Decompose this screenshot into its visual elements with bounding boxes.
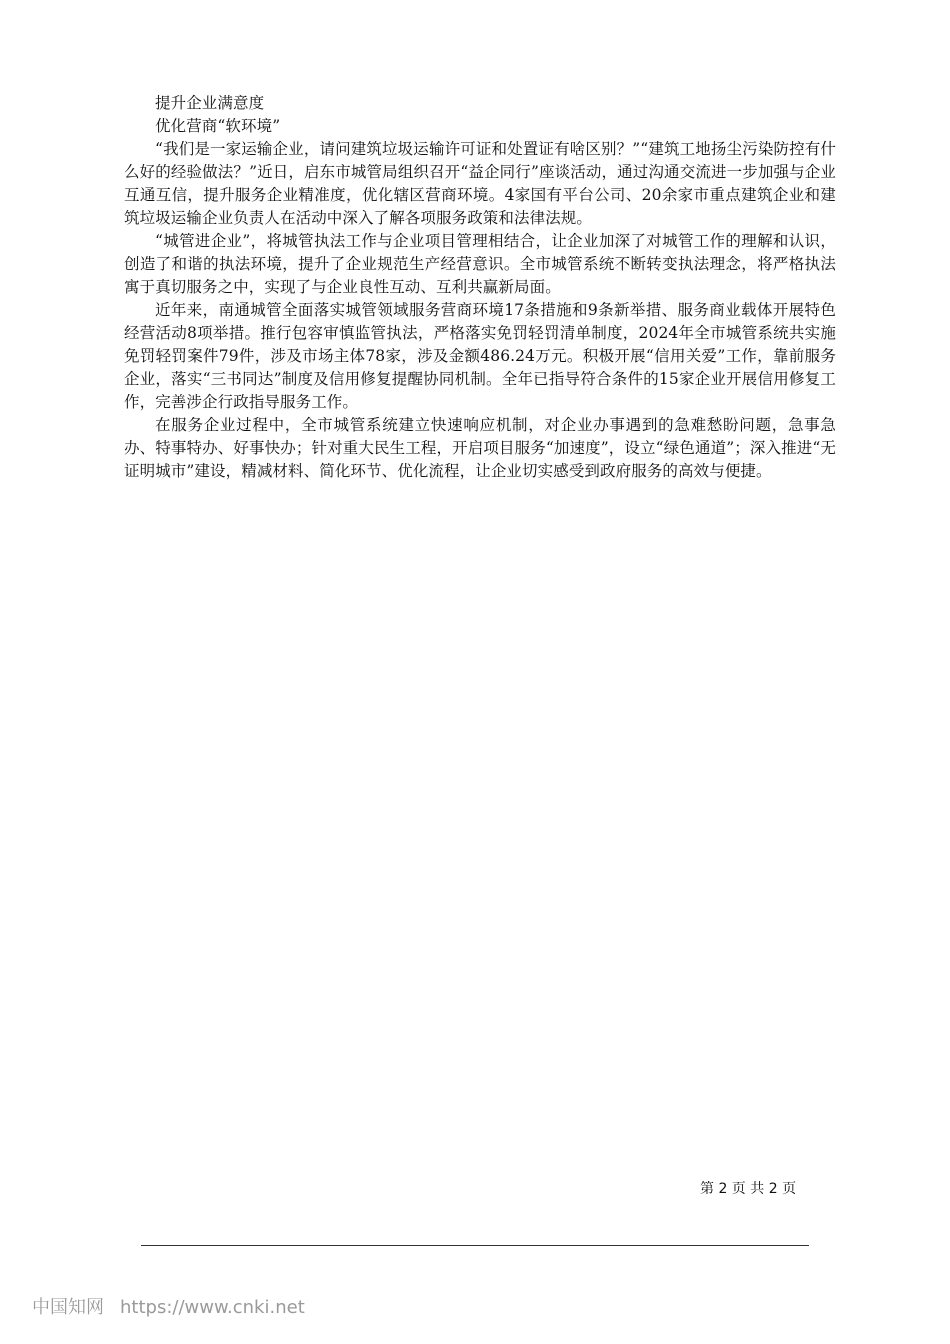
paragraph-1: “我们是一家运输企业，请问建筑垃圾运输许可证和处置证有啥区别？”“建筑工地扬尘污染防控有什么好的经验做法？”近日，启东市城管局组织召开“益企同行”座谈活动，通过沟通交流进一步加强与企业互通互信，提升服务企业精准度，优化辖区营商环境。4家国有平台公司、20余家市重点建筑企业和建筑垃圾运输企业负责人在活动中深入了解各项服务政策和法律法规。 [124, 140, 836, 227]
cnki-watermark [32, 1293, 305, 1319]
page-number: 第 2 页 共 2 页 [700, 1181, 797, 1197]
section-heading-2: 优化营商“软环境” [155, 117, 281, 135]
paragraph-2: “城管进企业”，将城管执法工作与企业项目管理相结合，让企业加深了对城管工作的理解和认识，创造了和谐的执法环境，提升了企业规范生产经营意识。全市城管系统不断转变执法理念，将严格执法寓于真切服务之中，实现了与企业良性互动、互利共赢新局面。 [124, 232, 836, 296]
paragraph-4: 在服务企业过程中，全市城管系统建立快速响应机制，对企业办事遇到的急难愁盼问题，急事急办、特事特办、好事快办；针对重大民生工程，开启项目服务“加速度”，设立“绿色通道”；深入推进“无证明城市”建设，精减材料、简化环节、优化流程，让企业切实感受到政府服务的高效与便捷。 [124, 416, 836, 480]
watermark-url: https://www.cnki.net [120, 1297, 305, 1318]
section-heading-1: 提升企业满意度 [155, 94, 265, 112]
article-body [124, 92, 836, 483]
paragraph-3: 近年来，南通城管全面落实城管领域服务营商环境17条措施和9条新举措、服务商业载体开展特色经营活动8项举措。推行包容审慎监管执法，严格落实免罚轻罚清单制度，2024年全市城管系统共实施免罚轻罚案件79件，涉及市场主体78家，涉及金额486.24万元。积极开展“信用关爱”工作，靠前服务企业，落实“三书同达”制度及信用修复提醒协同机制。全年已指导符合条件的15家企业开展信用修复工作，完善涉企行政指导服务工作。 [124, 301, 836, 411]
footer-divider [141, 1245, 809, 1246]
watermark-brand: 中国知网 [32, 1297, 104, 1318]
